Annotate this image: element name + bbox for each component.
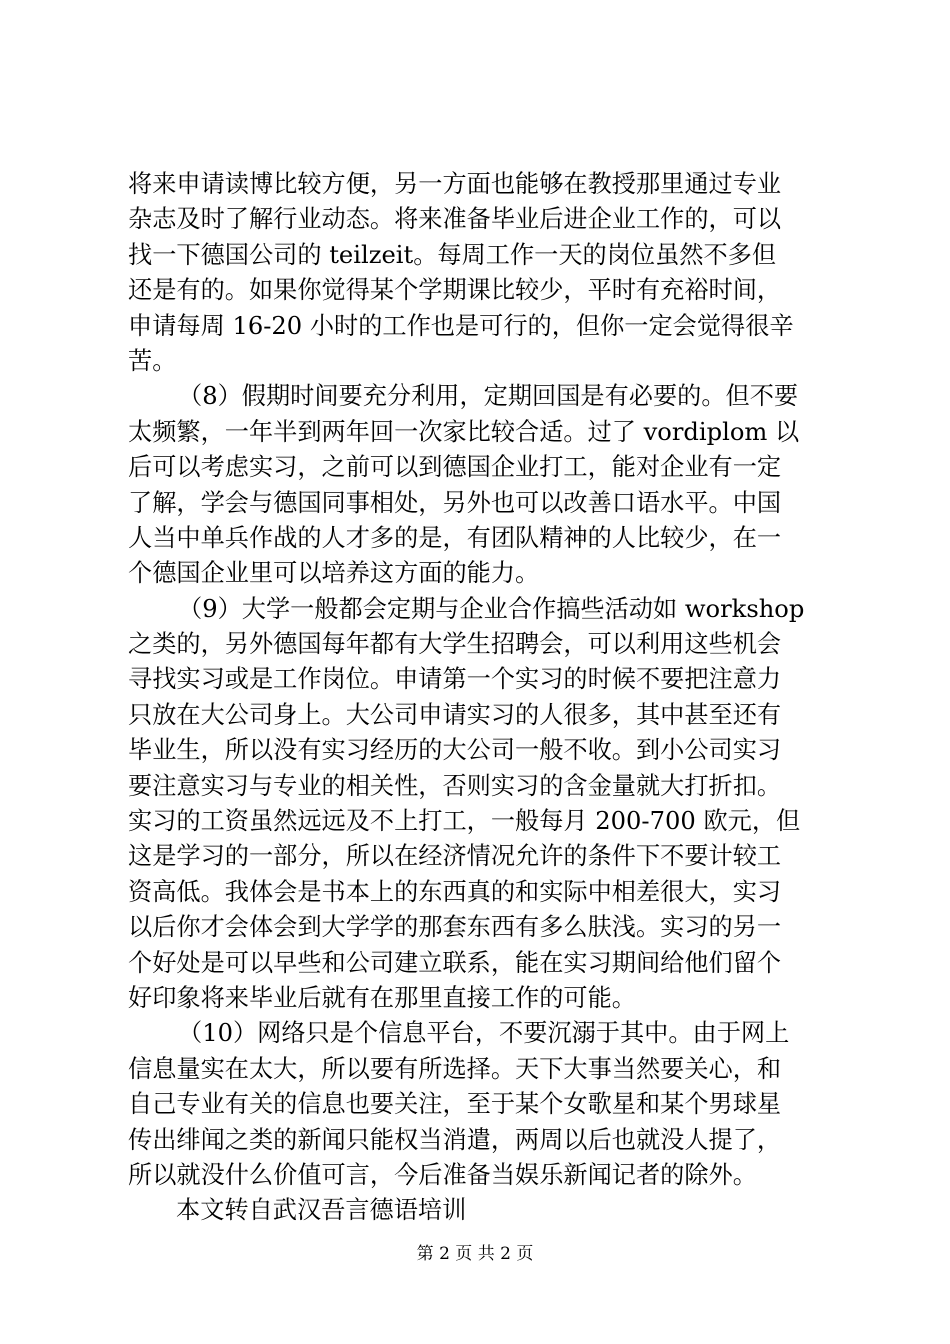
- text-line: 找一下德国公司的 teilzeit。每周工作一天的岗位虽然不多但: [128, 240, 777, 269]
- text-line: 申请每周 16-20 小时的工作也是可行的，但你一定会觉得很辛: [128, 311, 794, 340]
- text-line: 个好处是可以早些和公司建立联系，能在实习期间给他们留个: [128, 948, 782, 977]
- text-line: 资高低。我体会是书本上的东西真的和实际中相差很大，实习: [128, 877, 782, 906]
- source-note: 本文转自武汉吾言德语培训: [176, 1196, 467, 1225]
- text-line: 所以就没什么价值可言，今后准备当娱乐新闻记者的除外。: [128, 1160, 757, 1189]
- text-line: （10）网络只是个信息平台，不要沉溺于其中。由于网上: [178, 1019, 790, 1048]
- text-line: 人当中单兵作战的人才多的是，有团队精神的人比较少，在一: [128, 523, 782, 552]
- page-footer: 第 2 页 共 2 页: [416, 1244, 534, 1264]
- text-line: 了解，学会与德国同事相处，另外也可以改善口语水平。中国: [128, 488, 782, 517]
- text-line: 苦。: [128, 346, 177, 375]
- text-line: 要注意实习与专业的相关性，否则实习的含金量就大打折扣。: [128, 771, 782, 800]
- document-body: [128, 167, 840, 1229]
- text-line: 还是有的。如果你觉得某个学期课比较少，平时有充裕时间，: [128, 276, 782, 305]
- text-line: 自己专业有关的信息也要关注，至于某个女歌星和某个男球星: [128, 1090, 782, 1119]
- text-line: 这是学习的一部分，所以在经济情况允许的条件下不要计较工: [128, 842, 782, 871]
- text-line: 杂志及时了解行业动态。将来准备毕业后进企业工作的，可以: [128, 205, 782, 234]
- text-line: 后可以考虑实习，之前可以到德国企业打工，能对企业有一定: [128, 453, 782, 482]
- text-line: 之类的，另外德国每年都有大学生招聘会，可以利用这些机会: [128, 630, 782, 659]
- text-line: 实习的工资虽然远远及不上打工，一般每月 200-700 欧元，但: [128, 807, 801, 836]
- text-line: 将来申请读博比较方便，另一方面也能够在教授那里通过专业: [128, 170, 782, 198]
- text-line: 毕业生，所以没有实习经历的大公司一般不收。到小公司实习: [128, 736, 782, 765]
- text-line: 传出绯闻之类的新闻只能权当消遣，两周以后也就没人提了，: [128, 1125, 782, 1154]
- text-line: 信息量实在太大，所以要有所选择。天下大事当然要关心，和: [128, 1054, 782, 1083]
- text-line: 只放在大公司身上。大公司申请实习的人很多，其中甚至还有: [128, 700, 782, 729]
- text-line: 太频繁，一年半到两年回一次家比较合适。过了 vordiplom 以: [128, 417, 800, 446]
- text-line: （9）大学一般都会定期与企业合作搞些活动如 workshop: [178, 594, 805, 623]
- text-line: 个德国企业里可以培养这方面的能力。: [128, 559, 540, 588]
- text-line: （8）假期时间要充分利用，定期回国是有必要的。但不要: [178, 382, 799, 411]
- paragraph-lines: [128, 167, 840, 1193]
- text-line: 好印象将来毕业后就有在那里直接工作的可能。: [128, 983, 636, 1012]
- text-line: 寻找实习或是工作岗位。申请第一个实习的时候不要把注意力: [128, 665, 782, 694]
- text-line: 以后你才会体会到大学学的那套东西有多么肤浅。实习的另一: [128, 913, 782, 942]
